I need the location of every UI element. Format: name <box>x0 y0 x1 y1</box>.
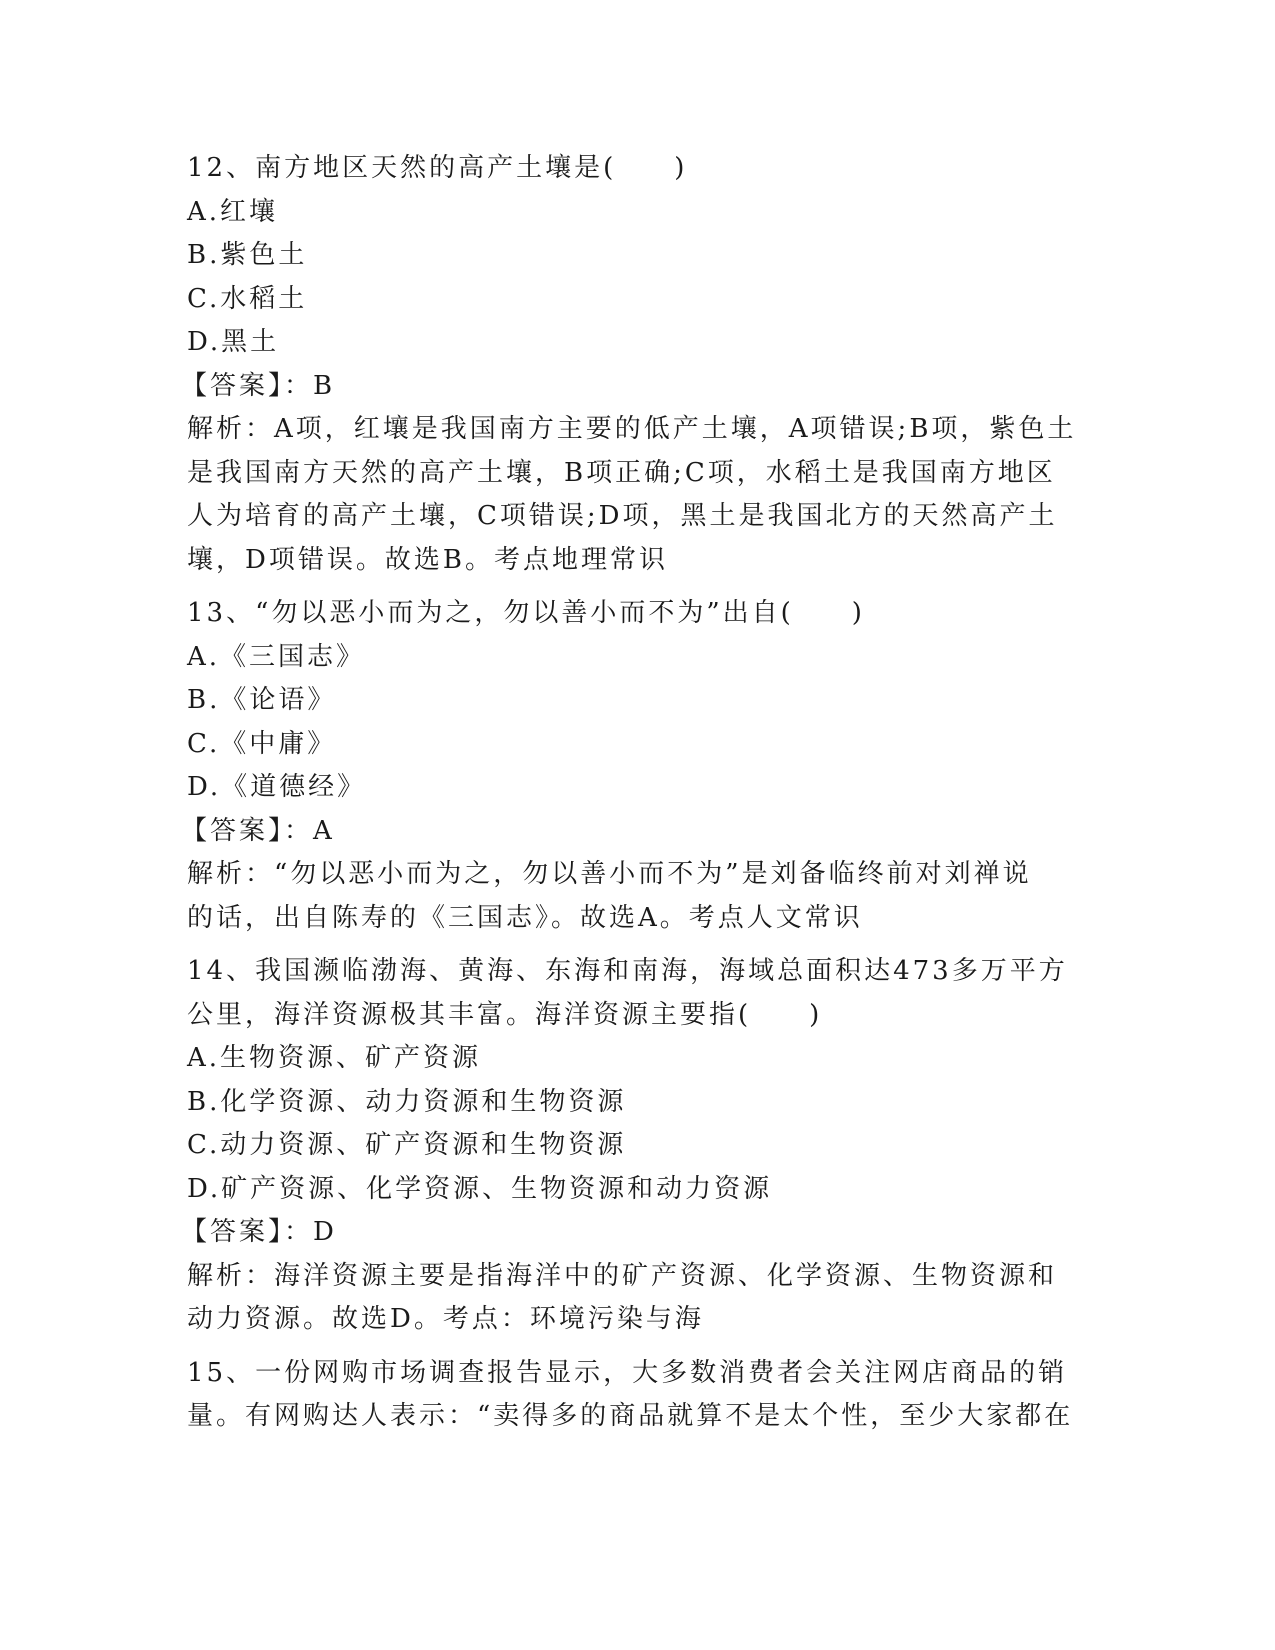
option-a: A.红壤 <box>187 196 279 227</box>
option-c: C.水稻土 <box>187 283 308 314</box>
option-c: C.动力资源、矿产资源和生物资源 <box>187 1130 627 1160</box>
question-13 <box>181 592 1087 940</box>
question-stem: 公里，海洋资源极其丰富。海洋资源主要指( ) <box>187 999 823 1030</box>
option-b: B.紫色土 <box>187 240 308 270</box>
option-a: A.《三国志》 <box>187 641 366 672</box>
question-stem: 14、我国濒临渤海、黄海、东海和南海，海域总面积达473多万平方 <box>187 956 1068 986</box>
option-a: A.生物资源、矿产资源 <box>187 1043 482 1073</box>
option-b: B.化学资源、动力资源和生物资源 <box>187 1086 627 1117</box>
question-stem: 15、一份网购市场调查报告显示，大多数消费者会关注网店商品的销 <box>187 1357 1068 1388</box>
analysis-line: 是我国南方天然的高产土壤，B项正确;C项，水稻土是我国南方地区 <box>187 457 1056 488</box>
analysis-line: 的话，出自陈寿的《三国志》。故选A。考点人文常识 <box>187 902 863 933</box>
document-page <box>181 147 1087 1449</box>
answer: 【答案】：D <box>181 1217 337 1247</box>
analysis-line: 动力资源。故选D。考点：环境污染与海 <box>187 1304 704 1334</box>
answer: 【答案】：B <box>181 370 336 401</box>
analysis-line: 解析：海洋资源主要是指海洋中的矿产资源、化学资源、生物资源和 <box>187 1260 1058 1291</box>
question-stem: 量。有网购达人表示：“卖得多的商品就算不是太个性，至少大家都在 <box>187 1401 1074 1431</box>
analysis-line: 解析：A项，红壤是我国南方主要的低产土壤，A项错误;B项，紫色土 <box>187 414 1077 444</box>
analysis-line: 解析：“勿以恶小而为之，勿以善小而不为”是刘备临终前对刘禅说 <box>187 859 1032 889</box>
analysis-line: 壤，D项错误。故选B。考点地理常识 <box>187 544 668 575</box>
answer: 【答案】：A <box>181 815 335 846</box>
analysis-line: 人为培育的高产土壤，C项错误;D项，黑土是我国北方的天然高产土 <box>187 501 1058 531</box>
option-b: B.《论语》 <box>187 685 337 715</box>
question-12 <box>181 147 1087 582</box>
question-15 <box>187 1352 1087 1439</box>
question-14 <box>181 950 1087 1342</box>
option-d: D.黑土 <box>187 327 280 357</box>
question-stem: 13、“勿以恶小而为之，勿以善小而不为”出自( ) <box>187 598 865 628</box>
option-d: D.矿产资源、化学资源、生物资源和动力资源 <box>187 1173 773 1204</box>
option-c: C.《中庸》 <box>187 728 337 759</box>
question-stem: 12、南方地区天然的高产土壤是( ) <box>187 153 688 183</box>
option-d: D.《道德经》 <box>187 772 367 802</box>
